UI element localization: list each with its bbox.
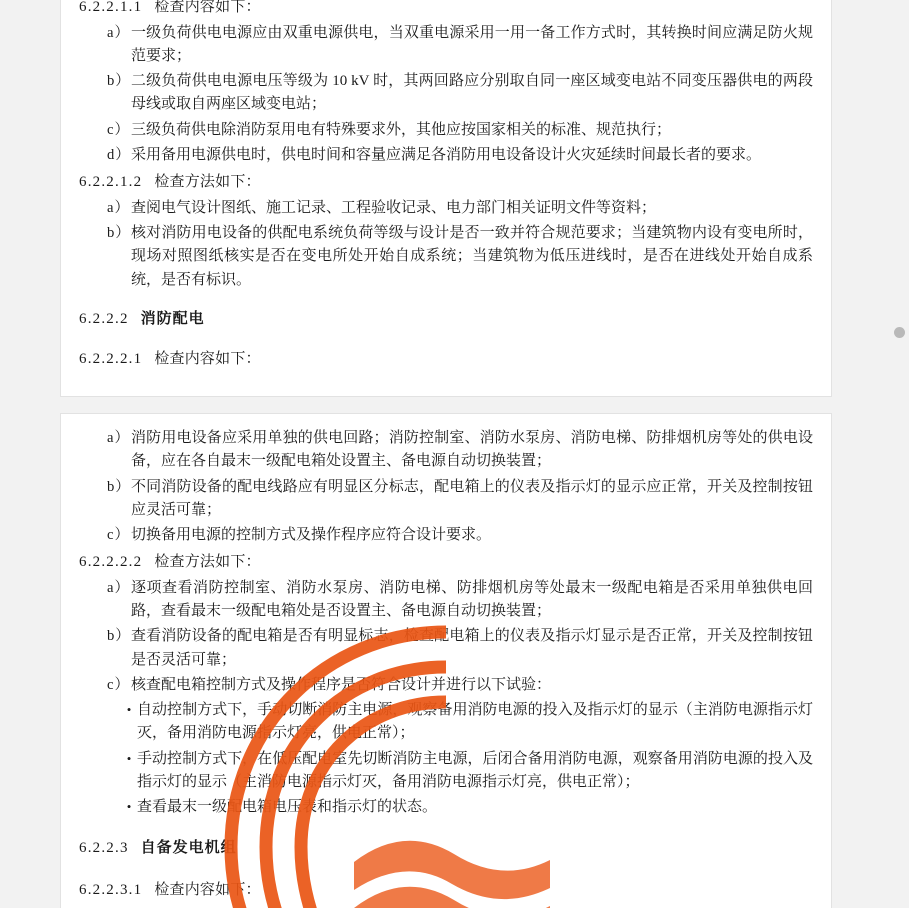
clause-heading-bold (79, 305, 813, 333)
clause-text: 检查方法如下： (154, 174, 261, 191)
clause-number: 6.2.2.1.1 (79, 0, 143, 15)
clause-number: 6.2.2.2.2 (79, 554, 143, 571)
list-item-body: 查看消防设备的配电箱是否有明显标志，检查配电箱上的仪表及指示灯显示是否正常，开关及控制按钮是否灵活可靠； (131, 628, 813, 668)
list-item-body: 切换备用电源的控制方式及操作程序应符合设计要求。 (131, 527, 492, 543)
list-item-label: c） (107, 676, 131, 693)
clause-heading (79, 0, 813, 21)
list-item (79, 523, 813, 548)
clause-text: 检查内容如下： (154, 350, 261, 367)
clause-heading (79, 876, 813, 904)
clause-heading (79, 548, 813, 576)
list-item-body: 三级负荷供电除消防泵用电有特殊要求外，其他应按国家相关的标准、规范执行； (131, 121, 672, 138)
list-item (79, 576, 813, 625)
document-sheet-bottom (60, 413, 832, 908)
clause-text: 检查内容如下： (154, 882, 261, 899)
clause-number: 6.2.2.3 (79, 840, 129, 857)
list-item-label: a） (107, 24, 131, 41)
clause-number: 6.2.2.1.2 (79, 174, 143, 191)
list-item (79, 673, 813, 698)
clause-heading (79, 168, 813, 196)
list-item-label: b） (107, 73, 131, 90)
list-item-body: 核查配电箱控制方式及操作程序是否符合设计并进行以下试验： (131, 676, 552, 693)
list-item-body: 采用备用电源供电时，供电时间和容量应满足各消防用电设备设计火灾延续时间最长者的要求。 (131, 146, 762, 163)
list-item (79, 624, 813, 673)
clause-number: 6.2.2.3.1 (79, 882, 143, 899)
clause-heading-bold (79, 834, 813, 862)
list-item-label: d） (107, 146, 131, 163)
bullet-item (121, 795, 813, 820)
clause-text: 自备发电机组 (140, 840, 237, 857)
list-item-body: 查阅电气设计图纸、施工记录、工程验收记录、电力部门相关证明文件等资料； (131, 199, 657, 216)
bullet-item-body: 查看最末一级配电箱电压表和指示灯的状态。 (137, 799, 438, 816)
list-item (79, 426, 813, 475)
bullet-item (121, 747, 813, 796)
list-item-label: b） (107, 478, 131, 495)
bullet-item (121, 698, 813, 747)
list-item-label: c） (107, 121, 131, 138)
list-item-label: b） (107, 225, 131, 242)
list-item-body: 二级负荷供电电源电压等级为 10 kV 时，其两回路应分别取自同一座区域变电站不同变压器供电的两段母线或取自两座区域变电站； (131, 73, 813, 113)
list-item (79, 221, 813, 293)
list-item (79, 21, 813, 70)
clause-text: 检查方法如下： (154, 554, 261, 571)
bullet-item-body: 手动控制方式下，在低压配电室先切断消防主电源，后闭合备用消防电源，观察备用消防电源的投入及指示灯的显示（主消防电源指示灯灭，备用消防电源指示灯亮，供电正常）； (137, 750, 813, 790)
list-item-body: 一级负荷供电电源应由双重电源供电，当双重电源采用一用一备工作方式时，其转换时间应满足防火规范要求； (131, 24, 813, 64)
list-item-label: c） (107, 527, 131, 543)
list-item-label: b） (107, 628, 131, 645)
bullet-icon: • (126, 799, 132, 815)
list-item (79, 475, 813, 524)
list-item (79, 143, 813, 168)
list-item-body: 不同消防设备的配电线路应有明显区分标志，配电箱上的仪表及指示灯的显示应正常，开关及控制按钮应灵活可靠； (131, 478, 813, 518)
list-item-body: 消防用电设备应采用单独的供电回路；消防控制室、消防水泵房、消防电梯、防排烟机房等处的供电设备，应在各自最末一级配电箱处设置主、备电源自动切换装置； (131, 430, 813, 470)
list-item-label: a） (107, 579, 131, 596)
clause-text: 消防配电 (140, 310, 205, 327)
list-item-body: 核对消防用电设备的供配电系统负荷等级与设计是否一致并符合规范要求；当建筑物内设有变电所时，现场对照图纸核实是否在变电所处开始自成系统；当建筑物为低压进线时，是否在进线处开始自成系统，是否有标识。 (131, 225, 813, 288)
clause-heading (79, 345, 813, 373)
bullet-icon: • (126, 702, 132, 718)
clause-number: 6.2.2.2 (79, 310, 129, 327)
list-item-label: a） (107, 430, 131, 446)
bullet-icon: • (126, 750, 132, 766)
scrollbar-thumb[interactable] (894, 327, 905, 338)
document-sheet-top (60, 0, 832, 397)
list-item (79, 69, 813, 118)
clause-text: 检查内容如下： (154, 0, 261, 15)
clause-number: 6.2.2.2.1 (79, 350, 143, 367)
list-item-label: a） (107, 199, 131, 216)
bullet-item-body: 自动控制方式下，手动切断消防主电源，观察备用消防电源的投入及指示灯的显示（主消防电源指示灯灭，备用消防电源指示灯亮，供电正常）； (137, 702, 813, 742)
list-item (79, 118, 813, 143)
sub-list (79, 698, 813, 820)
list-item (79, 196, 813, 221)
list-item-body: 逐项查看消防控制室、消防水泵房、消防电梯、防排烟机房等处最末一级配电箱是否采用单独供电回路，查看最末一级配电箱处是否设置主、备电源自动切换装置； (131, 579, 813, 620)
